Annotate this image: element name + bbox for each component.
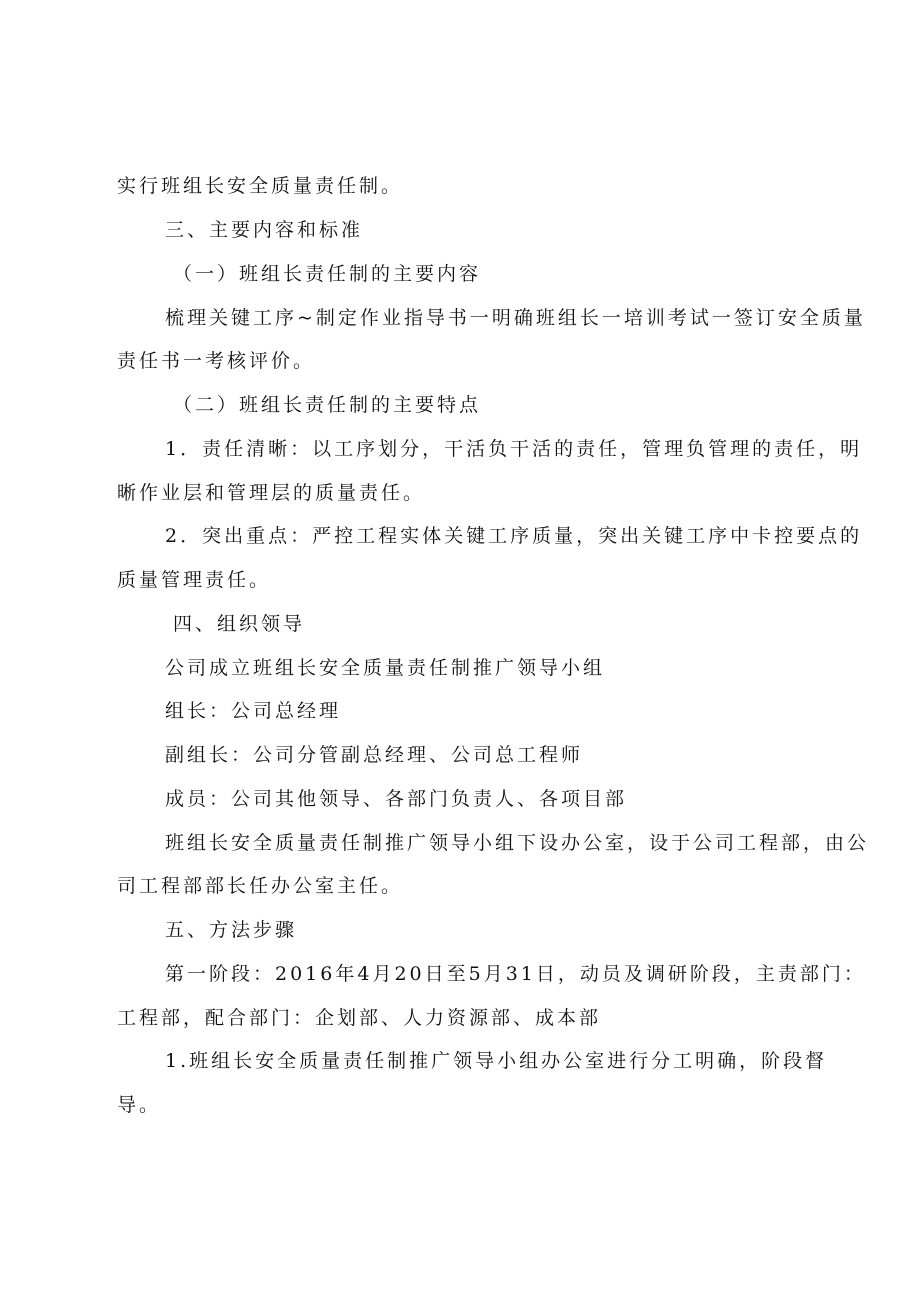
paragraph-line: 司工程部部长任办公室主任。 xyxy=(117,875,404,897)
section-heading: 三、主要内容和标准 xyxy=(165,219,364,241)
list-item: 2．突出重点：严控工程实体关键工序质量，突出关键工序中卡控要点的 xyxy=(165,525,863,547)
paragraph-line: 实行班组长安全质量责任制。 xyxy=(117,175,404,197)
paragraph-line: 梳理关键工序~制定作业指导书一明确班组长一培训考试一签订安全质量 xyxy=(165,307,866,329)
paragraph-line: 导。 xyxy=(117,1094,162,1116)
subsection-heading: （二）班组长责任制的主要特点 xyxy=(173,394,482,416)
paragraph-line: 第一阶段：2016年4月20日至5月31日，动员及调研阶段，主责部门： xyxy=(165,963,866,985)
subsection-heading: （一）班组长责任制的主要内容 xyxy=(173,263,482,285)
paragraph-line: 责任书一考核评价。 xyxy=(117,350,316,372)
section-heading: 四、组织领导 xyxy=(173,613,306,635)
section-heading: 五、方法步骤 xyxy=(165,919,298,941)
list-item: 1.班组长安全质量责任制推广领导小组办公室进行分工明确，阶段督 xyxy=(165,1050,828,1072)
paragraph-line: 班组长安全质量责任制推广领导小组下设办公室，设于公司工程部，由公 xyxy=(165,832,870,854)
paragraph-line: 组长：公司总经理 xyxy=(165,700,342,722)
paragraph-line: 工程部，配合部门：企划部、人力资源部、成本部 xyxy=(117,1007,602,1029)
paragraph-line: 晰作业层和管理层的质量责任。 xyxy=(117,482,426,504)
paragraph-line: 副组长：公司分管副总经理、公司总工程师 xyxy=(165,744,584,766)
paragraph-line: 公司成立班组长安全质量责任制推广领导小组 xyxy=(165,657,606,679)
list-item: 1．责任清晰：以工序划分，干活负干活的责任，管理负管理的责任，明 xyxy=(165,438,863,460)
paragraph-line: 成员：公司其他领导、各部门负责人、各项目部 xyxy=(165,788,628,810)
paragraph-line: 质量管理责任。 xyxy=(117,569,272,591)
